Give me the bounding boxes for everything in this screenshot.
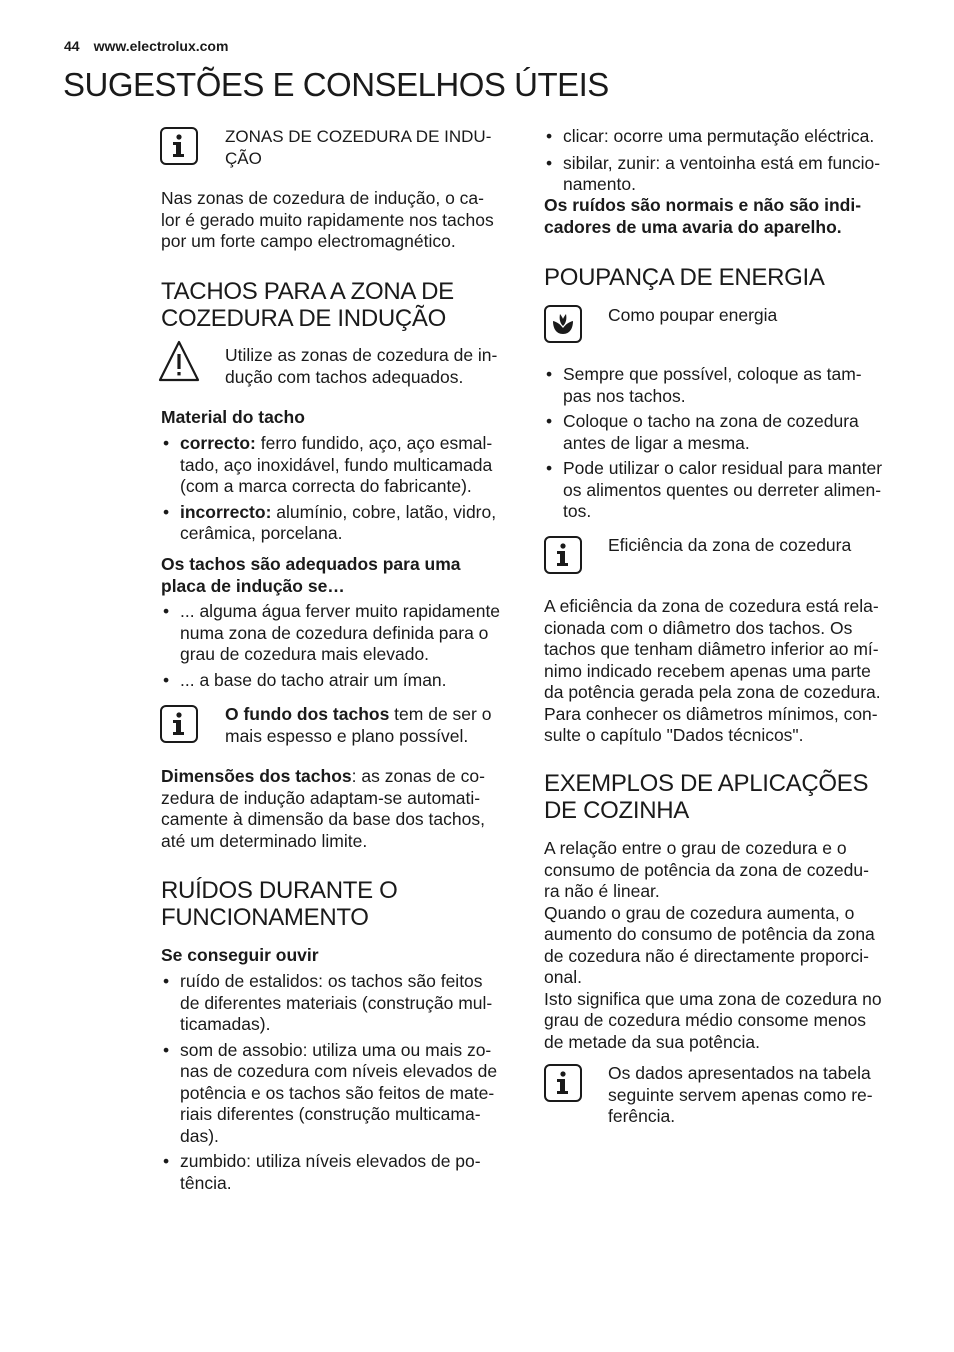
list-item	[544, 364, 904, 407]
subheading-material: Material do tacho	[161, 407, 305, 427]
text-line: camente à dimensão da base dos tachos,	[161, 809, 485, 829]
text-line: (com a marca correcta do fabricante).	[180, 476, 472, 496]
text-line: ra não é linear.	[544, 881, 660, 901]
section-heading-exemplos	[544, 770, 868, 824]
examples-paragraph	[544, 838, 882, 1053]
text-line: potência e os tachos são feitos de mate-	[180, 1082, 495, 1103]
text-line: • ... a base do tacho atrair um íman.	[180, 669, 447, 690]
page-title: SUGESTÕES E CONSELHOS ÚTEIS	[63, 66, 609, 103]
text-line: • Pode utilizar o calor residual para manter	[563, 458, 883, 478]
text-line: grau de cozedura médio consome menos	[544, 1010, 866, 1030]
page-header	[64, 38, 228, 54]
text-line: grau de cozedura mais elevado.	[180, 644, 430, 664]
text-line: de diferentes materiais (construção mul-	[180, 992, 493, 1013]
list-item	[161, 1151, 521, 1194]
section-heading-tachos	[161, 278, 454, 332]
heading-line: TACHOS PARA A ZONA DE	[161, 278, 454, 305]
text-line: : as zonas de co-	[351, 766, 485, 786]
text-line: até um determinado limite.	[161, 830, 368, 851]
text-line: namento.	[563, 174, 636, 194]
text-line: A relação entre o grau de cozedura e o	[544, 838, 847, 858]
text-line: dução com tachos adequados.	[225, 366, 464, 387]
dimensions-paragraph	[161, 766, 485, 852]
text-line: onal.	[544, 967, 582, 987]
text-line: zedura de indução adaptam-se automati-	[161, 787, 481, 808]
text-line: Nas zonas de cozedura de indução, o ca-	[161, 188, 484, 208]
text-line: Quando o grau de cozedura aumenta, o	[544, 902, 855, 923]
text-line: Os tachos são adequados para uma	[161, 554, 461, 574]
text-line: consumo de potência da zona de cozedu-	[544, 859, 869, 880]
info-note-induction-zones	[225, 126, 491, 169]
list-item	[161, 1040, 521, 1148]
text-line: nimo indicado recebem apenas uma parte	[544, 660, 871, 681]
text-line: cadores de uma avaria do aparelho.	[544, 216, 842, 237]
text-line: cionada com o diâmetro dos tachos. Os	[544, 617, 853, 638]
text-line: • ruído de estalidos: os tachos são feitos	[180, 971, 483, 991]
heading-line: COZEDURA DE INDUÇÃO	[161, 305, 446, 332]
list-item	[544, 126, 904, 148]
website-url: www.electrolux.com	[93, 38, 229, 54]
noise-list-continued	[544, 126, 904, 196]
text-line: • som de assobio: utiliza uma ou mais zo-	[180, 1039, 492, 1060]
text-line: aumento do consumo de potência da zona	[544, 924, 875, 944]
text-line: antes de ligar a mesma.	[563, 432, 750, 453]
page-number: 44	[64, 38, 80, 54]
text-line: seguinte servem apenas como re-	[608, 1084, 873, 1105]
text-line: da potência gerada pela zona de cozedura.	[544, 682, 881, 702]
text-line: Para conhecer os diâmetros mínimos, con-	[544, 703, 878, 724]
info-icon	[160, 127, 198, 165]
text-line: de metade da sua potência.	[544, 1031, 760, 1052]
label-correcto: correcto:	[180, 433, 256, 453]
efficiency-paragraph	[544, 596, 881, 747]
text-line: numa zona de cozedura definida para o	[180, 622, 489, 643]
list-item	[161, 670, 521, 692]
text-line: nas de cozedura com níveis elevados de	[180, 1061, 498, 1081]
info-line: ÇÃO	[225, 148, 262, 168]
text-line: pas nos tachos.	[563, 385, 686, 406]
text-line: Utilize as zonas de cozedura de in-	[225, 345, 498, 365]
text-line: Os dados apresentados na tabela	[608, 1063, 871, 1083]
text-line: ferência.	[608, 1106, 676, 1126]
text-line: • Coloque o tacho na zona de cozedura	[563, 411, 859, 431]
text-line: • clicar: ocorre uma permutação eléctrica.	[563, 126, 875, 146]
info-note-efficiency: Eficiência da zona de cozedura	[608, 535, 852, 555]
text-line: lor é gerado muito rapidamente nos tachos	[161, 209, 494, 230]
label-incorrecto: incorrecto:	[180, 501, 272, 522]
subheading-ouvir: Se conseguir ouvir	[161, 945, 319, 965]
list-item	[161, 601, 521, 666]
text-line: Isto significa que uma zona de cozedura no	[544, 988, 882, 1009]
intro-paragraph	[161, 188, 494, 253]
text-line: alumínio, cobre, latão, vidro,	[271, 501, 497, 522]
text-line: riais diferentes (construção multicama-	[180, 1104, 481, 1124]
section-heading-ruidos	[161, 877, 398, 931]
text-line: Os ruídos são normais e não são indi-	[544, 195, 862, 215]
text-line: • zumbido: utiliza níveis elevados de po-	[180, 1151, 481, 1171]
info-note-table-reference	[608, 1063, 873, 1128]
list-item	[161, 971, 521, 1036]
text-line: A eficiência da zona de cozedura está rela-	[544, 596, 879, 616]
info-icon	[160, 705, 198, 743]
list-item	[544, 411, 904, 454]
text-line: • ... alguma água ferver muito rapidamente	[180, 601, 501, 621]
text-line: ferro fundido, aço, aço esmal-	[255, 433, 493, 453]
text-line: mais espesso e plano possível.	[225, 725, 469, 746]
list-item	[544, 153, 904, 196]
heading-line: EXEMPLOS DE APLICAÇÕES	[544, 770, 869, 797]
text-line: • sibilar, zunir: a ventoinha está em funcio-	[563, 152, 881, 173]
heading-line: RUÍDOS DURANTE O	[161, 877, 398, 904]
info-line: ZONAS DE COZEDURA DE INDU-	[225, 127, 492, 146]
text-line: • Sempre que possível, coloque as tam-	[563, 364, 862, 384]
text-line: tência.	[180, 1172, 232, 1193]
heading-line: DE COZINHA	[544, 797, 690, 824]
text-line: tachos que tenham diâmetro inferior ao mí-	[544, 639, 879, 659]
text-line: sulte o capítulo "Dados técnicos".	[544, 725, 804, 745]
bold-term: Dimensões dos tachos	[161, 766, 352, 786]
list-item	[161, 502, 521, 545]
text-line: tos.	[563, 501, 592, 521]
text-line: os alimentos quentes ou derreter alimen-	[563, 479, 882, 500]
eco-note: Como poupar energia	[608, 305, 778, 325]
info-icon	[544, 536, 582, 574]
text-line: tem de ser o	[389, 704, 492, 724]
list-item	[161, 433, 521, 498]
warning-note	[225, 345, 497, 388]
info-icon	[544, 1064, 582, 1102]
text-line: placa de indução se…	[161, 575, 345, 596]
material-list	[161, 433, 521, 545]
text-line: das).	[180, 1125, 219, 1146]
text-line: cerâmica, porcelana.	[180, 523, 343, 543]
noise-list	[161, 971, 521, 1194]
text-line: por um forte campo electromagnético.	[161, 231, 456, 251]
heading-line: FUNCIONAMENTO	[161, 904, 369, 931]
text-line: ticamadas).	[180, 1014, 271, 1034]
section-heading-poupanca: POUPANÇA DE ENERGIA	[544, 264, 825, 291]
subheading-adequados	[161, 554, 461, 597]
adequados-list	[161, 601, 521, 691]
energy-saving-list	[544, 364, 904, 523]
bold-term: O fundo dos tachos	[225, 704, 390, 724]
text-line: tado, aço inoxidável, fundo multicamada	[180, 454, 493, 475]
noise-normal-note	[544, 195, 861, 238]
list-item	[544, 458, 904, 523]
eco-leaf-icon	[544, 305, 582, 343]
text-line: de cozedura não é directamente proporci-	[544, 945, 869, 966]
info-note-pan-base	[225, 704, 491, 747]
warning-icon	[158, 339, 200, 388]
